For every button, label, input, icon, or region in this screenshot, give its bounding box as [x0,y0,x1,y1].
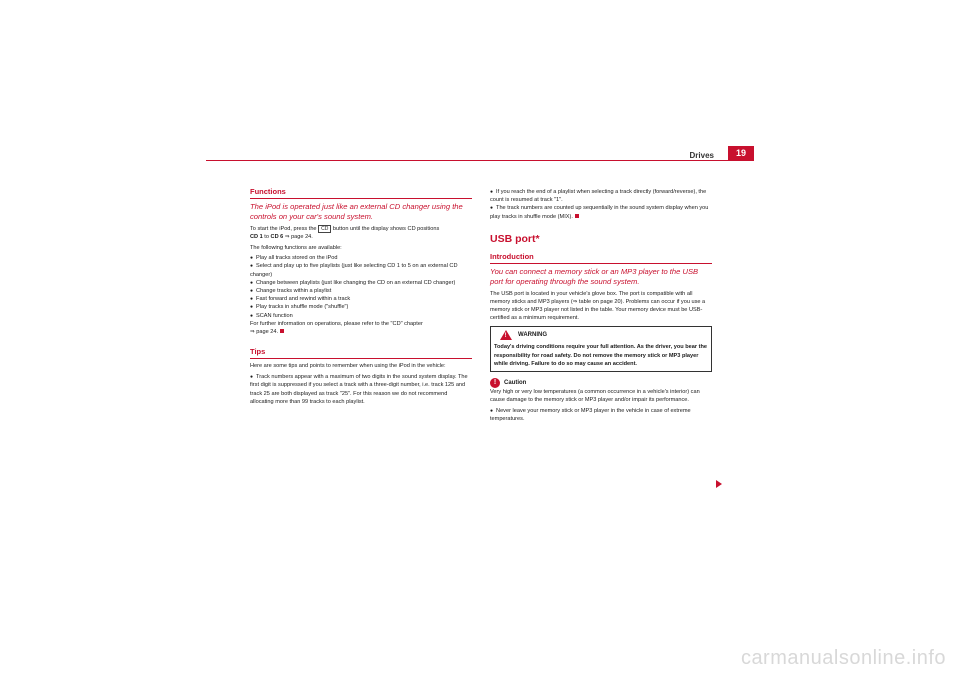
warning-triangle-icon: ! [500,330,512,340]
warning-box [490,326,712,372]
list-item: ● Fast forward and rewind within a track [250,295,472,303]
list-item: ● Track numbers appear with a maximum of two digits in the sound system display. The first digit is suppressed if you select a track with a three-digit number, i.e. track 125 and track 25 are both displayed as track "25". For this reason we do not recommend allocating more than 99 tracks to each playlist. [250,373,472,406]
cd6-label: CD 6 [270,233,284,240]
left-column [250,188,472,406]
introduction-heading: Introduction [490,253,712,264]
end-mark-icon [575,214,579,218]
tips-intro: Here are some tips and points to remember when using the iPod in the vehicle: [250,363,446,370]
end-mark-icon [280,329,284,333]
start-instructions [250,225,472,241]
list-item: ● If you reach the end of a playlist when selecting a track directly (forward/reverse), the count is resumed at track "1". [490,188,712,204]
warning-header [500,330,708,340]
further-info [250,320,472,336]
to-text: to [262,233,271,240]
watermark: carmanualsonline.info [740,647,946,669]
section-title: Drives [689,151,714,160]
cd-button-key: CD [318,225,331,233]
list-item: ● Select and play up to five playlists (just like selecting CD 1 to 5 on an external CD changer) [250,262,472,278]
usb-heading: USB port* [490,232,540,245]
warning-label: WARNING [518,332,547,339]
header-rule [206,160,754,161]
next-page-arrow-icon [716,480,722,488]
further-info-ref: ⇒ page 24. [250,329,279,336]
further-info-text: For further information on operations, please refer to the "CD" chapter [250,320,423,327]
list-item: ● The track numbers are counted up sequentially in the sound system display when you play tracks in shuffle mode (MIX). [490,205,708,219]
page-number: 19 [728,146,754,160]
start-text-pre: To start the iPod, press the [250,225,317,232]
caution-header [490,378,712,388]
introduction-text: The USB port is located in your vehicle's glove box. The port is compatible with all memory sticks and MP3 players (⇒ table on page 20). Problems can occur if you use a memory stick or MP3 player not listed in the table. Your memory device must be USB-certified as a minimum requirement. [490,290,706,322]
right-column [490,188,712,423]
warning-text: Today's driving conditions require your full attention. As the driver, you bear the responsibility for road safety. Do not remove the memory stick or MP3 player while driving. Failure to do so may cause an accident. [494,344,707,367]
functions-intro: The following functions are available: [250,244,342,251]
list-item: ● Change between playlists (just like changing the CD on an external CD changer) [250,279,472,287]
caution-text: Very high or very low temperatures (a common occurrence in a vehicle's interior) can cause damage to the memory stick or MP3 player and/or impair its performance. [490,389,700,404]
functions-subtitle: The iPod is operated just like an external CD changer using the controls on your car's sound system. [250,202,463,222]
list-item: ● Play tracks in shuffle mode ("shuffle") [250,303,472,311]
tips-heading: Tips [250,348,472,359]
caution-label: Caution [504,379,527,386]
start-text-post: button until the display shows CD positions [332,225,440,232]
list-item: ● Never leave your memory stick or MP3 player in the vehicle in case of extreme temperatures. [490,407,712,423]
introduction-subtitle: You can connect a memory stick or an MP3 player to the USB port for operating through the sound system. [490,267,699,287]
page-ref: ⇒ page 24. [283,233,313,240]
list-item: ● Play all tracks stored on the iPod [250,254,472,262]
list-item: ● Change tracks within a playlist [250,287,472,295]
list-item-with-mark [490,204,712,220]
functions-heading: Functions [250,188,472,199]
caution-icon: ! [490,378,500,388]
list-item: ● SCAN function [250,312,472,320]
cd1-label: CD 1 [250,233,263,240]
